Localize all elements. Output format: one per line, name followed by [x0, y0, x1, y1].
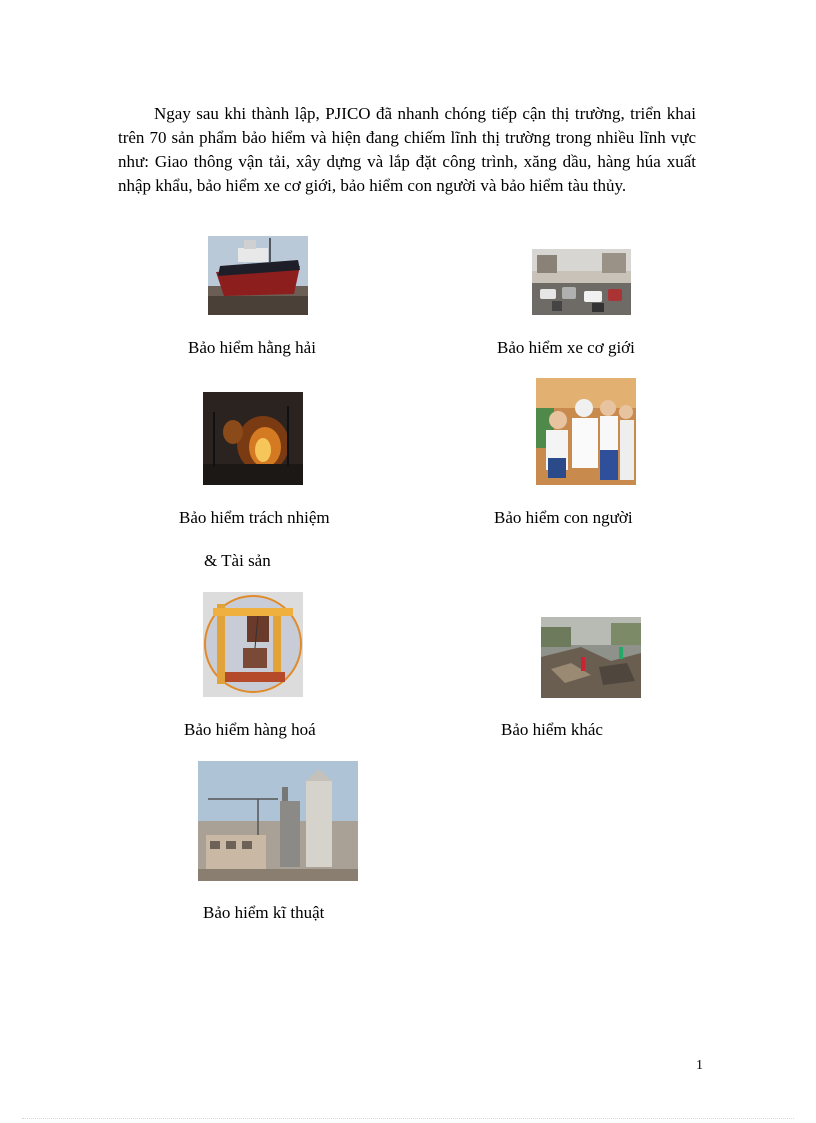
intro-paragraph: Ngay sau khi thành lập, PJICO đã nhanh chóng tiếp cận thị trường, triển khai trên 70 sản phẩm bảo hiểm và hiện đang chiếm lĩnh thị trường trong nhiều lĩnh vực như: Giao thông vận tải, xây dựng và lắp đặt công trình, xăng dầu, hàng húa xuất nhập khẩu, bảo hiểm xe cơ giới, bảo hiểm con người và bảo hiểm tàu thủy. — [118, 104, 696, 195]
caption-people: Bảo hiểm con người — [494, 508, 633, 527]
cargo-photo — [203, 592, 303, 697]
traffic-photo — [532, 249, 631, 315]
caption-marine: Bảo hiểm hằng hải — [188, 338, 316, 357]
page-number: 1 — [696, 1058, 703, 1073]
ship-photo — [208, 236, 308, 315]
caption-liability-line2: & Tài sản — [204, 551, 271, 570]
caption-vehicle: Bảo hiểm xe cơ giới — [497, 338, 635, 357]
caption-engineering: Bảo hiểm kĩ thuật — [203, 903, 325, 922]
caption-liability: Bảo hiểm trách nhiệm — [179, 508, 330, 527]
caption-other: Bảo hiểm khác — [501, 720, 603, 739]
disaster-photo — [541, 617, 641, 698]
page-bottom-rule — [22, 1118, 794, 1119]
construction-photo — [198, 761, 358, 881]
people-photo — [536, 378, 636, 485]
caption-cargo: Bảo hiểm hàng hoá — [184, 720, 316, 739]
fire-photo — [203, 392, 303, 485]
